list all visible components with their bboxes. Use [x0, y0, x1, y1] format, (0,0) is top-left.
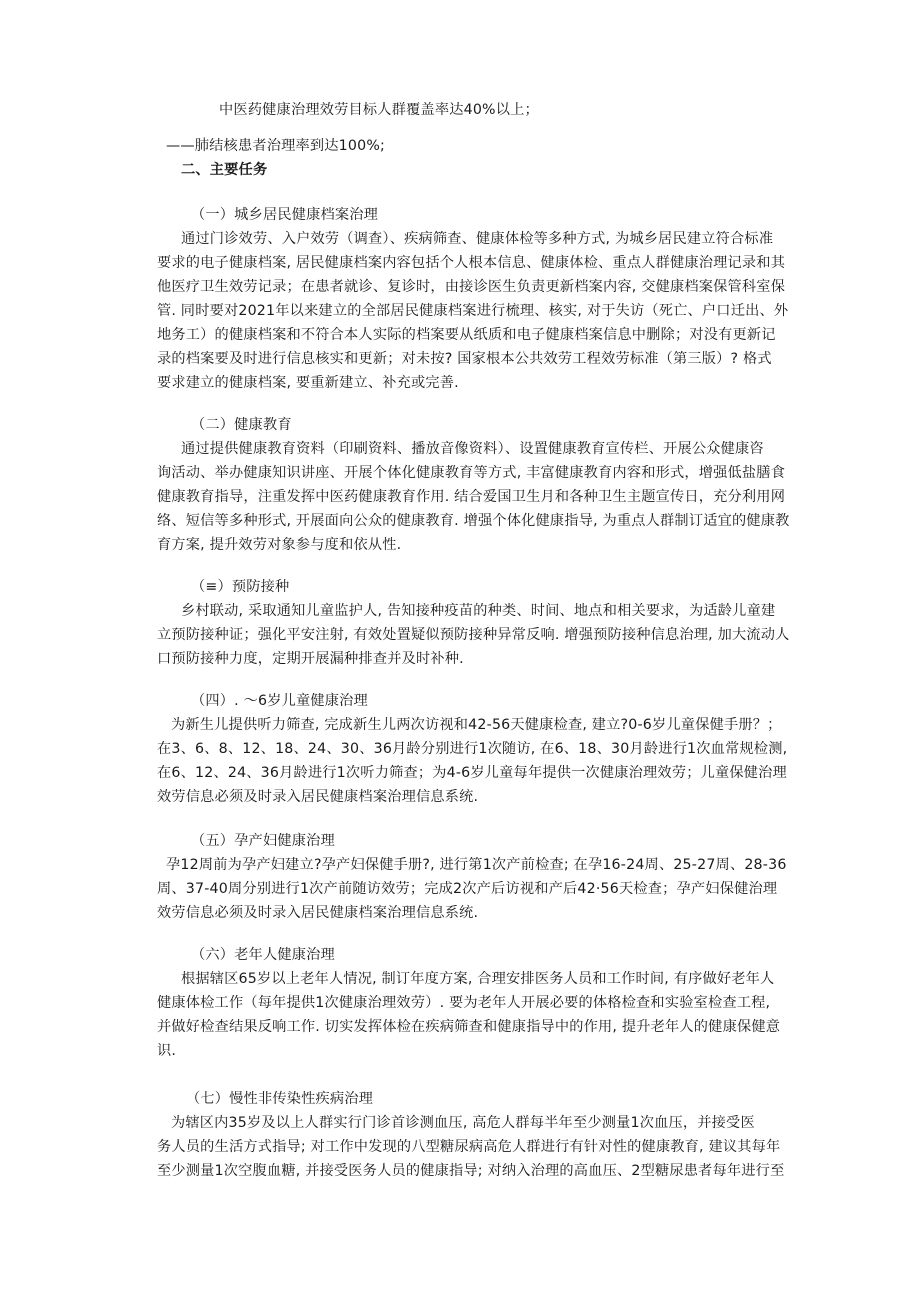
paragraph-line: 识. — [157, 1043, 177, 1059]
section-title-elderly-health: （六）老年人健康治理 — [191, 947, 335, 963]
paragraph-line: 孕12周前为孕产妇建立?孕产妇保健手册?, 进行第1次产前检查; 在孕16-24周、25-27周、28-36 — [166, 857, 787, 873]
paragraph-line: 络、短信等多种形式, 开展面向公众的健康教育. 增强个体化健康指导, 为重点人群制订适宜的健康教 — [157, 513, 790, 529]
section-title-vaccination: （≡）预防接种 — [191, 579, 290, 595]
paragraph-line: 通过门诊效劳、入户效劳（调查）、疾病筛查、健康体检等多种方式, 为城乡居民建立符合标准 — [181, 231, 774, 247]
paragraph-line: 录的档案要及时进行信息核实和更新；对未按? 国家根本公共效劳工程效劳标准（第三版）? 格式 — [157, 351, 772, 367]
paragraph-line: 他医疗卫生效劳记录；在患者就诊、复诊时，由接诊医生负责更新档案内容, 交健康档案保管科室保 — [157, 279, 786, 295]
paragraph-line: 在3、6、8、12、18、24、30、36月龄分别进行1次随访, 在6、18、30月龄进行1次血常规检测, — [157, 741, 788, 757]
section-title-child-health: （四）. ～6岁儿童健康治理 — [191, 693, 368, 709]
section-title-health-education: （二）健康教育 — [191, 417, 292, 433]
paragraph-line: 管. 同时要对2021年以来建立的全部居民健康档案进行梳理、核实, 对于失访（死亡、户口迁出、外 — [157, 303, 789, 319]
paragraph-line: 效劳信息必须及时录入居民健康档案治理信息系统. — [157, 905, 479, 921]
intro-target-line: 中医药健康治理效劳目标人群覆盖率达40%以上； — [219, 102, 539, 118]
section-title-maternal-health: （五）孕产妇健康治理 — [191, 833, 335, 849]
section-title-health-records: （一）城乡居民健康档案治理 — [191, 207, 379, 223]
paragraph-line: 要求的电子健康档案, 居民健康档案内容包括个人根本信息、健康体检、重点人群健康治理记录和其 — [157, 255, 786, 271]
paragraph-line: 要求建立的健康档案, 要重新建立、补充或完善. — [157, 375, 459, 391]
section-title-chronic-disease: （七）慢性非传染性疾病治理 — [186, 1091, 374, 1107]
paragraph-line: 根据辖区65岁以上老年人情况, 制订年度方案, 合理安排医务人员和工作时间, 有序做好老年人 — [181, 971, 775, 987]
paragraph-line: 健康教育指导，注重发挥中医药健康教育作用. 结合爱国卫生月和各种卫生主题宣传日，充分利用网 — [157, 489, 786, 505]
paragraph-line: 育方案, 提升效劳对象参与度和依从性. — [157, 537, 402, 553]
paragraph-line: 为辖区内35岁及以上人群实行门诊首诊测血压, 高危人群每半年至少测量1次血压，并接受医 — [171, 1115, 755, 1131]
main-tasks-heading: 二、主要任务 — [181, 162, 268, 178]
paragraph-line: 立预防接种证；强化平安注射, 有效处置疑似预防接种异常反响. 增强预防接种信息治理, 加大流动人 — [157, 627, 790, 643]
paragraph-line: 健康体检工作（每年提供1次健康治理效劳）. 要为老年人开展必要的体格检查和实验室检查工程, — [157, 995, 771, 1011]
paragraph-line: 周、37-40周分别进行1次产前随访效劳；完成2次产后访视和产后42·56天检查；孕产妇保健治理 — [157, 881, 778, 897]
paragraph-line: 至少测量1次空腹血糖, 并接受医务人员的健康指导; 对纳入治理的高血压、2型糖尿患者每年进行至 — [157, 1163, 785, 1179]
paragraph-line: 口预防接种力度，定期开展漏种排查并及时补种. — [157, 651, 464, 667]
paragraph-line: 乡村联动, 采取通知儿童监护人, 告知接种疫苗的种类、时间、地点和相关要求，为适龄儿童建 — [181, 603, 776, 619]
paragraph-line: 通过提供健康教育资料（印刷资料、播放音像资料）、设置健康教育宣传栏、开展公众健康咨 — [181, 441, 764, 457]
paragraph-line: 询活动、举办健康知识讲座、开展个体化健康教育等方式, 丰富健康教育内容和形式，增强低盐膳食 — [157, 465, 786, 481]
paragraph-line: 务人员的生活方式指导; 对工作中发现的八型糖尿病高危人群进行有针对性的健康教育, 建议其每年 — [157, 1139, 781, 1155]
intro-tb-line: ——肺结核患者治理率到达100%; — [166, 138, 385, 154]
paragraph-line: 在6、12、24、36月龄进行1次听力筛查；为4-6岁儿童每年提供一次健康治理效劳；儿童保健治理 — [157, 765, 787, 781]
paragraph-line: 效劳信息必须及时录入居民健康档案治理信息系统. — [157, 789, 479, 805]
paragraph-line: 地务工）的健康档案和不符合本人实际的档案要从纸质和电子健康档案信息中删除；对没有更新记 — [157, 327, 776, 343]
paragraph-line: 为新生儿提供听力筛查, 完成新生儿两次访视和42-56天健康检查, 建立?0-6岁儿童保健手册？； — [171, 717, 782, 733]
paragraph-line: 并做好检查结果反响工作. 切实发挥体检在疾病筛查和健康指导中的作用, 提升老年人的健康保健意 — [157, 1019, 781, 1035]
